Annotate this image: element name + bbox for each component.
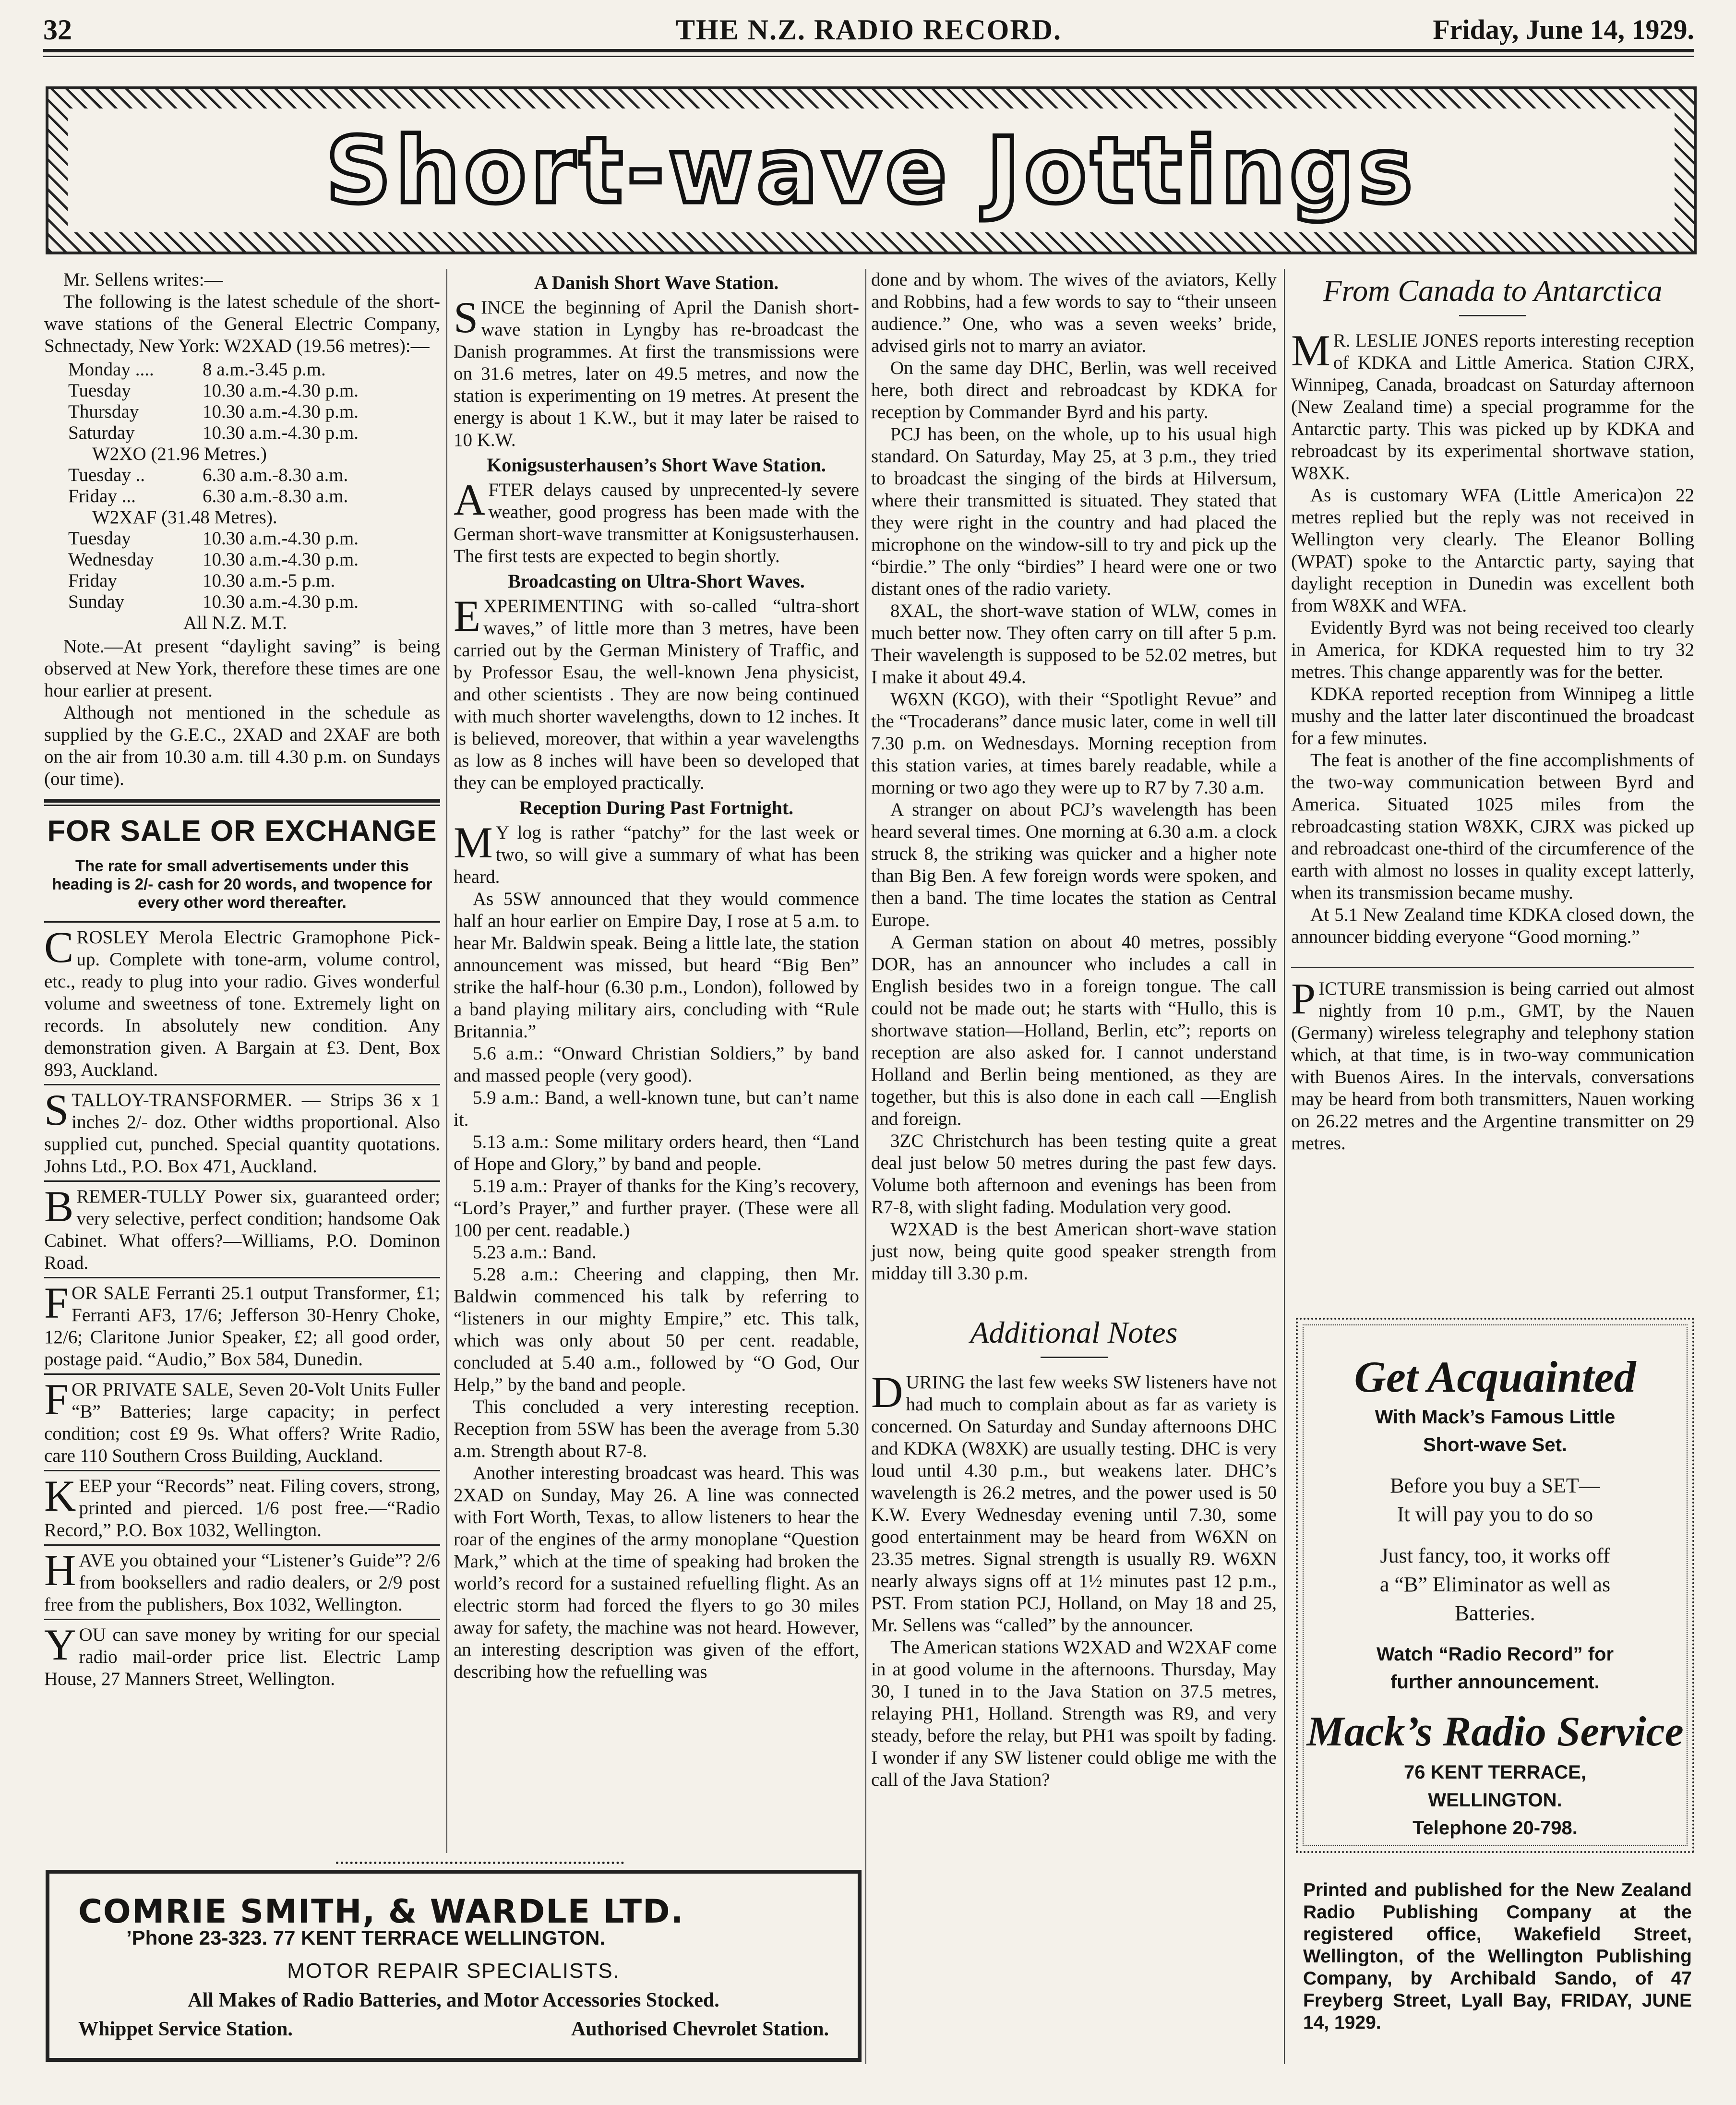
article-paragraph: W6XN (KGO), with their “Spotlight Revue” and the “Trocaderans” dance music later, come in well till 7.30 p.m. on Wednesdays. Morning reception from this station varies, at times barely readable, while a morning or two ago they were up to R7 by 7.30 a.m. (871, 689, 1277, 798)
column-2 (454, 269, 859, 1683)
article-paragraph: The American stations W2XAD and W2XAF come in at good volume in the afternoons. Thursday, May 30, I tuned in to the Java Station on 37.5 metres, relaying PH1, Holland. Strength was R9, and very steady, before the relay, but PH1 was spoilt by fading. I wonder if any SW listener could oblige me with the call of the Java Station? (871, 1637, 1277, 1790)
article-heading: Reception During Past Fortnight. (519, 797, 794, 818)
article-paragraph: At 5.1 New Zealand time KDKA closed down, the announcer bidding everyone “Good morning.” (1291, 904, 1694, 947)
timezone-note: All N.Z. M.T. (183, 613, 287, 633)
ad-line: Authorised Chevrolet Station. (571, 2018, 829, 2040)
article-paragraph: 8XAL, the short-wave station of WLW, comes in much better now. They often carry on till after 5 p.m. Their wavelength is supposed to be 52.02 metres, but I make it about 49.4. (871, 601, 1277, 687)
article-paragraph: AFTER delays caused by unprecented-ly severe weather, good progress has been made with the German short-wave transmitter at Konigsusterhausen. The first tests are expected to begin shortly. (454, 475, 859, 566)
classified-ad: FOR PRIVATE SALE, Seven 20-Volt Units Fuller “B” Batteries; large capacity; in perfect condition; cost £9 9s. What offers? Write Radio, care 110 Southern Cross Building, Auckland. (44, 1373, 440, 1470)
ad-line: Just fancy, too, it works off (1380, 1544, 1610, 1567)
station-heading: W2XO (21.96 Metres.) (92, 444, 267, 464)
article-heading: A Danish Short Wave Station. (534, 272, 779, 293)
article-paragraph: A German station on about 40 metres, possibly DOR, has an announcer who includes a call in English besides two in a foreign tongue. The call could not be made out; he starts with “Hullo, this is shortwave station—Holland, Berlin, etc”; reports on reception are also asked for. I cannot understand Holland and Berlin being mentioned, as they are together, but this is also done in each call —English and foreign. (871, 932, 1277, 1129)
ad-line: Whippet Service Station. (78, 2018, 293, 2040)
masthead (43, 13, 1694, 52)
ad-company-name: Mack’s Radio Service (1306, 1708, 1684, 1755)
imprint-notice: Printed and published for the New Zealand Radio Publishing Company at the registered office, Wakefield Street, Wellington, of the Wellington Publishing Company, by Archibald Sando, of 47 Freyberg Street, Lyall Bay, FRIDAY, JUNE 14, 1929. (1303, 1880, 1692, 2033)
schedule-row: Friday 10.30 a.m.-5 p.m. (68, 570, 335, 591)
title-rule (1041, 1357, 1108, 1358)
article-paragraph: The following is the latest schedule of the short-wave stations of the General Electric Company, Schnectady, New York: W2XAD (19.56 metres):— (44, 291, 440, 356)
column-divider (1284, 269, 1285, 2064)
banner-panel (68, 108, 1675, 232)
article-paragraph: PICTURE transmission is being carried out almost nightly from 10 p.m., GMT, by the Nauen (Germany) wireless telegraphy and telephony station which, at that time, is in two-way communication with Buenos Aires. In the intervals, conversations may be heard from both transmitters, Nauen working on 26.22 metres and the Argentine transmitter on 29 metres. (1291, 974, 1694, 1154)
article-paragraph: 3ZC Christchurch has been testing quite a great deal just below 50 metres during the past few days. Volume both afternoon and evenings has been from R7-8, with slight fading. Modulation very good. (871, 1131, 1277, 1217)
classified-ad: FOR SALE Ferranti 25.1 output Transformer, £1; Ferranti AF3, 17/6; Jefferson 30-Henry Choke, 12/6; Claritone Junior Speaker, £2; all good order, postage paid. “Audio,” Box 584, Dunedin. (44, 1277, 440, 1373)
ad-city: WELLINGTON. (1428, 1790, 1562, 1811)
macks-ad-panel (1303, 1324, 1688, 1846)
classified-ad: CROSLEY Merola Electric Gramophone Pick-up. Complete with tone-arm, volume control, etc., ready to plug into your radio. Gives wonderful volume and sweetness of tone. Extremely light on records. In absolutely new condition. Any demonstration given. A Bargain at £3. Dent, Box 893, Auckland. (44, 921, 440, 1084)
station-heading: W2XAF (31.48 Metres). (92, 507, 277, 528)
ad-line: Watch “Radio Record” for (1376, 1644, 1614, 1665)
section-rule (1291, 967, 1694, 968)
article-paragraph: 5.13 a.m.: Some military orders heard, then “Land of Hope and Glory,” by band and people. (454, 1131, 859, 1174)
article-paragraph: As is customary WFA (Little America)on 22 metres replied but the reply was not received in Wellington very clearly. The Eleanor Bolling (WPAT) spoke to the Antarctic party, saying that daylight reception in Dunedin was excellent both from W8XK and WFA. (1291, 485, 1694, 616)
section-banner (46, 86, 1697, 254)
article-paragraph: W2XAD is the best American short-wave station just now, being quite good speaker strength from midday till 3.30 p.m. (871, 1219, 1277, 1284)
ad-address: 76 KENT TERRACE, (1403, 1762, 1587, 1783)
article-paragraph: On the same day DHC, Berlin, was well received here, both direct and rebroadcast by KDKA for reception by Commander Byrd and his party. (871, 358, 1277, 422)
ad-line: All Makes of Radio Batteries, and Motor Accessories Stocked. (188, 1989, 719, 2011)
article-paragraph: A stranger on about PCJ’s wavelength has been heard several times. One morning at 6.30 a.m. a clock struck 8, the striking was quicker and a higher note than Big Ben. A few foreign words were spoken, and then a band. The time locates the station as Central Europe. (871, 799, 1277, 930)
schedule-row: Wednesday 10.30 a.m.-4.30 p.m. (68, 549, 359, 570)
ad-phone: Telephone 20-798. (1413, 1817, 1578, 1839)
page-number: 32 (43, 14, 72, 46)
column-divider (865, 269, 866, 2064)
article-paragraph: 5.23 a.m.: Band. (473, 1242, 597, 1263)
schedule-row: Monday .... 8 a.m.-3.45 p.m. (68, 359, 326, 380)
column-4 (1291, 269, 1694, 1155)
article-paragraph: 5.9 a.m.: Band, a well-known tune, but can’t name it. (454, 1087, 859, 1130)
column-divider (446, 269, 447, 1853)
ad-line: a “B” Eliminator as well as (1379, 1573, 1611, 1596)
article-paragraph: done and by whom. The wives of the aviators, Kelly and Robbins, had a few words to say to “their unseen audience.” One, who was a seven weeks’ bride, advised girls not to marry an aviator. (871, 269, 1277, 356)
schedule-row: Thursday 10.30 a.m.-4.30 p.m. (68, 401, 359, 422)
schedule-row: Sunday 10.30 a.m.-4.30 p.m. (68, 591, 359, 612)
ad-line: MOTOR REPAIR SPECIALISTS. (287, 1959, 620, 1983)
column-1 (44, 269, 440, 1693)
publication-title: THE N.Z. RADIO RECORD. (675, 14, 1062, 46)
ad-line: It will pay you to do so (1397, 1503, 1593, 1526)
schedule-row: Tuesday 10.30 a.m.-4.30 p.m. (68, 380, 359, 401)
ad-line: Batteries. (1455, 1601, 1535, 1625)
article-paragraph: As 5SW announced that they would commence half an hour earlier on Empire Day, I rose at 5 a.m. to hear Mr. Baldwin speak. Being a little late, the station announcement was missed, but heard “Big Ben” strike the half-hour (6.30 p.m., London), followed by a band playing military airs, concluding with “Rule Britannia.” (454, 889, 859, 1042)
article-paragraph: The feat is another of the fine accomplishments of the two-way communication between Byrd and America. Situated 1025 miles from the rebroadcasting station W8XK, CJRX was picked up and rebroadcast one-third of the circumference of the earth with almost no losses in quality except latterly, when its transmission became mushy. (1291, 750, 1694, 903)
comrie-smith-advertisement (46, 1870, 862, 2062)
article-paragraph: This concluded a very interesting reception. Reception from 5SW has been the average from 5.30 a.m. Strength about R7-8. (454, 1396, 859, 1461)
classified-ad: STALLOY-TRANSFORMER. — Strips 36 x 1 inches 2/- doz. Other widths proportional. Also supplied cut, punched. Special quantity quotations. Johns Ltd., P.O. Box 471, Auckland. (44, 1084, 440, 1180)
article-paragraph: EXPERIMENTING with so-called “ultra-short waves,” of little more than 3 metres, have been carried out by the German Ministery of Traffic, and by Professor Esau, the well-known Jena physicist, and other scientists . They are now being continued with much shorter wavelengths, down to 12 inches. It is believed, moreover, that within a year wavelengths as low as 8 inches will have been so developed that they can be employed practically. (454, 591, 859, 793)
ad-line: With Mack’s Famous Little (1375, 1407, 1616, 1428)
article-paragraph: MR. LESLIE JONES reports interesting reception of KDKA and Little America. Station CJRX, Winnipeg, Canada, broadcast on Saturday afternoon (New Zealand time) a special programme for the Antarctic party. This was picked up by KDKA and rebroadcast by its experimental shortwave station, W8XK. (1291, 326, 1694, 483)
schedule-row: Tuesday .. 6.30 a.m.-8.30 a.m. (68, 465, 348, 485)
title-rule (1459, 315, 1526, 316)
ad-company-name: COMRIE SMITH, & WARDLE LTD. (78, 1893, 684, 1931)
classified-ad: KEEP your “Records” neat. Filing covers, strong, printed and pierced. 1/6 post free.—“Radio Record,” P.O. Box 1032, Wellington. (44, 1470, 440, 1544)
article-paragraph: 5.19 a.m.: Prayer of thanks for the King’s recovery, “Lord’s Prayer,” and further prayer. (These were all 100 per cent. readable.) (454, 1176, 859, 1240)
masthead-rule-thin (43, 56, 1694, 57)
issue-date: Friday, June 14, 1929. (1433, 14, 1694, 45)
ad-line: Short-wave Set. (1423, 1434, 1568, 1455)
article-paragraph: Another interesting broadcast was heard. This was 2XAD on Sunday, May 26. A line was connected with Fort Worth, Texas, to allow listeners to hear the roar of the engines of the army monoplane “Question Mark,” which at the time of speaking had broken the world’s record for a sustained refuelling flight. As an electric storm had forced the flyers to go 30 miles away for safety, the machine was not heard. However, an interesting description was given of the effort, describing how the refuelling was (454, 1463, 859, 1682)
masthead-rule (43, 49, 1694, 52)
column-3 (871, 269, 1277, 1791)
dotted-separator (336, 1862, 624, 1864)
article-heading: Broadcasting on Ultra-Short Waves. (508, 570, 805, 592)
banner-title: Short-wave Jottings (325, 117, 1417, 224)
section-rule-thin (44, 805, 440, 806)
article-paragraph: Although not mentioned in the schedule as supplied by the G.E.C., 2XAD and 2XAF are both on the air from 10.30 a.m. till 4.30 p.m. on Sundays (our time). (44, 702, 440, 789)
classified-ad: YOU can save money by writing for our special radio mail-order price list. Electric Lamp House, 27 Manners Street, Wellington. (44, 1619, 440, 1693)
article-paragraph: DURING the last few weeks SW listeners have not had much to complain about as far as variety is concerned. On Saturday and Sunday afternoons DHC and KDKA (W8XK) are usually testing. DHC is very loud until 4.30 p.m., but weakens later. DHC’s wavelength is 26.2 metres, and the power used is 50 K.W. Every Wednesday evening until 7.30, some good entertainment may be heard from W6XN on 23.35 metres. Signal strength is usually R9. W6XN nearly always signs off at 1½ minutes past 12 p.m., PST. From station PCJ, Holland, on May 18 and 25, Mr. Sellens was “called” by the announcer. (871, 1368, 1277, 1636)
article-heading: Konigsusterhausen’s Short Wave Station. (487, 454, 826, 476)
article-paragraph: KDKA reported reception from Winnipeg a little mushy and the latter later discontinued the broadcast for a few minutes. (1291, 684, 1694, 748)
schedule-w2xad (68, 359, 440, 634)
ad-line: Before you buy a SET— (1390, 1474, 1600, 1497)
article-paragraph: Note.—At present “daylight saving” is being observed at New York, therefore these times are one hour earlier at present. (44, 636, 440, 701)
classifieds-title: FOR SALE OR EXCHANGE (47, 815, 437, 848)
ad-headline: Get Acquainted (1354, 1352, 1636, 1401)
article-paragraph: 5.28 a.m.: Cheering and clapping, then Mr. Baldwin commenced his talk by referring to “listeners in our mighty Empire,” etc. This talk, which was only about 50 per cent. readable, concluded at 5.40 a.m., followed by “O God, Our Help,” by the band and people. (454, 1264, 859, 1395)
ad-phone: ’Phone 23-323. 77 KENT TERRACE WELLINGTON. (126, 1926, 606, 1949)
macks-advertisement (1296, 1318, 1694, 1853)
section-title: Additional Notes (970, 1315, 1178, 1349)
article-intro: Mr. Sellens writes:— (63, 269, 223, 290)
classified-ad: HAVE you obtained your “Listener’s Guide”? 2/6 from booksellers and radio dealers, or 2/9 post free from the publishers, Box 1032, Wellington. (44, 1544, 440, 1619)
schedule-row: Tuesday 10.30 a.m.-4.30 p.m. (68, 528, 359, 549)
article-paragraph: MY log is rather “patchy” for the last week or two, so will give a summary of what has been heard. (454, 818, 859, 887)
schedule-row: Friday ... 6.30 a.m.-8.30 a.m. (68, 486, 348, 506)
classified-ad: BREMER-TULLY Power six, guaranteed order; very selective, perfect condition; handsome Oak Cabinet. What offers?—Williams, P.O. Dominon Road. (44, 1180, 440, 1277)
article-paragraph: Evidently Byrd was not being received too clearly in America, for KDKA requested him to try 32 metres. This change apparently was for the better. (1291, 617, 1694, 682)
section-title: From Canada to Antarctica (1323, 274, 1663, 308)
ad-line: further announcement. (1390, 1672, 1600, 1693)
schedule-row: Saturday 10.30 a.m.-4.30 p.m. (68, 422, 359, 443)
article-paragraph: 5.6 a.m.: “Onward Christian Soldiers,” by band and massed people (very good). (454, 1043, 859, 1086)
section-rule (44, 799, 440, 803)
classifieds-rate: The rate for small advertisements under this heading is 2/- cash for 20 words, and twopence for every other word thereafter. (52, 857, 432, 911)
article-paragraph: SINCE the beginning of April the Danish short-wave station in Lyngby has re-broadcast the Danish programmes. At first the transmissions were on 31.6 metres, later on 49.5 metres, and now the station is experimenting on 19 metres. At present the energy is about 1 K.W., but it may later be raised to 10 K.W. (454, 293, 859, 450)
article-paragraph: PCJ has been, on the whole, up to his usual high standard. On Saturday, May 25, at 3 p.m., they tried to broadcast the singing of the birds at Hilversum, where their transmitted is situated. They stated that they were right in the country and had placed the microphone on the window-sill to try and pick up the “birdie.” The only “birdies” I heard were one or two distant ones of the radio variety. (871, 424, 1277, 599)
